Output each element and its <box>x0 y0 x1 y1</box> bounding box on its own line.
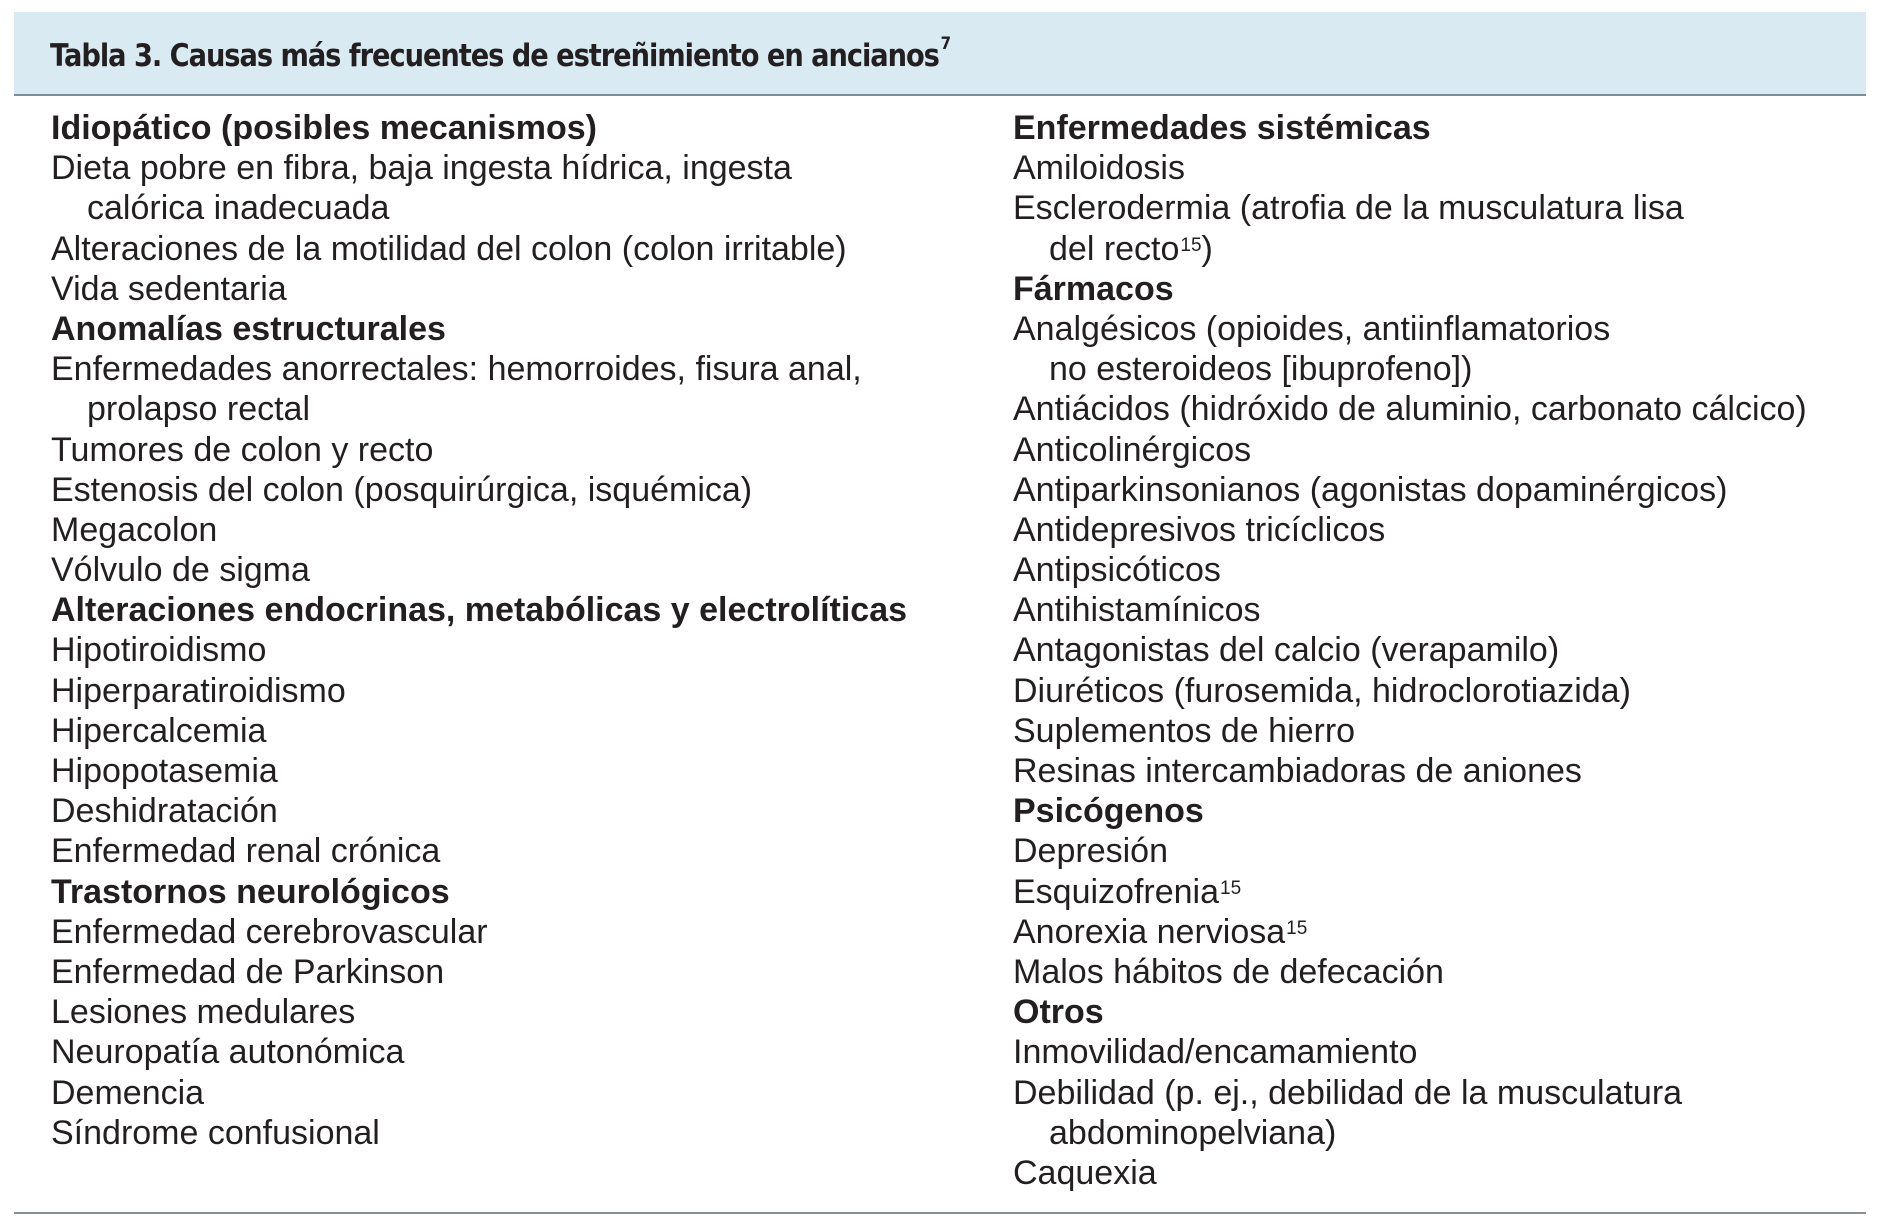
reference-superscript: 15 <box>1286 917 1308 939</box>
list-item <box>51 912 986 952</box>
list-item <box>1013 510 1873 550</box>
row-text: Enfermedad de Parkinson <box>51 952 445 991</box>
list-item <box>1013 630 1873 670</box>
table-title-text: Tabla 3. Causas más frecuentes de estreñimiento en ancianos <box>50 38 939 74</box>
list-item <box>1013 1153 1873 1193</box>
row-text: Analgésicos (opioides, antiinflamatorios <box>1013 309 1611 348</box>
list-item <box>51 510 986 550</box>
list-item-continuation <box>51 188 986 228</box>
table-frame <box>14 12 1866 1217</box>
row-text: Caquexia <box>1013 1153 1157 1192</box>
list-item <box>1013 912 1873 952</box>
list-item <box>51 711 986 751</box>
list-item-continuation <box>1013 1113 1873 1153</box>
row-text: Neuropatía autonómica <box>51 1033 405 1072</box>
row-text-after: ) <box>1201 229 1213 268</box>
row-text: Esquizofrenia <box>1013 872 1220 911</box>
row-text: Psicógenos <box>1013 792 1204 831</box>
list-item-continuation <box>1013 229 1873 269</box>
section-heading <box>51 309 986 349</box>
list-item <box>51 831 986 871</box>
row-text: Enfermedades sistémicas <box>1013 109 1431 147</box>
list-item <box>51 1032 986 1072</box>
table-header <box>14 12 1866 96</box>
section-heading <box>1013 992 1873 1032</box>
row-text: del recto <box>1049 229 1180 268</box>
list-item <box>51 1113 986 1153</box>
row-text: no esteroideos [ibuprofeno]) <box>1049 350 1473 389</box>
list-item <box>51 430 986 470</box>
row-text: Dieta pobre en fibra, baja ingesta hídrica, ingesta <box>51 149 792 188</box>
row-text: Antidepresivos tricíclicos <box>1013 510 1386 549</box>
reference-superscript: 15 <box>1180 234 1202 256</box>
row-text: Depresión <box>1013 832 1168 871</box>
row-text: Alteraciones de la motilidad del colon (colon irritable) <box>51 229 847 268</box>
row-text: Amiloidosis <box>1013 149 1185 188</box>
right-column <box>1013 108 1873 1193</box>
row-text: Trastornos neurológicos <box>51 872 450 911</box>
list-item <box>51 550 986 590</box>
list-item <box>51 148 986 188</box>
row-text: Antiparkinsonianos (agonistas dopaminérgicos) <box>1013 470 1728 509</box>
row-text: Hipercalcemia <box>51 711 267 750</box>
row-text: Resinas intercambiadoras de aniones <box>1013 752 1582 790</box>
list-item <box>51 1073 986 1113</box>
list-item <box>1013 872 1873 912</box>
list-item <box>1013 430 1873 470</box>
row-text: Antiácidos (hidróxido de aluminio, carbonato cálcico) <box>1013 390 1807 429</box>
list-item <box>1013 148 1873 188</box>
list-item-continuation <box>1013 349 1873 389</box>
row-text: Otros <box>1013 993 1104 1032</box>
row-text: Inmovilidad/encamamiento <box>1013 1033 1418 1072</box>
list-item <box>51 470 986 510</box>
list-item <box>1013 188 1873 228</box>
list-item <box>51 229 986 269</box>
row-text: Esclerodermia (atrofia de la musculatura lisa <box>1013 189 1684 228</box>
row-text: Enfermedad cerebrovascular <box>51 912 488 951</box>
list-item <box>51 992 986 1032</box>
row-text: Tumores de colon y recto <box>51 430 434 469</box>
list-item <box>1013 389 1873 429</box>
row-text: Vólvulo de sigma <box>51 551 310 590</box>
row-text: calórica inadecuada <box>87 189 390 228</box>
list-item <box>51 791 986 831</box>
list-item <box>1013 1032 1873 1072</box>
row-text: Hiperparatiroidismo <box>51 671 346 710</box>
list-item <box>1013 590 1873 630</box>
row-text: Anorexia nerviosa <box>1013 912 1286 951</box>
list-item <box>51 952 986 992</box>
list-item <box>1013 1073 1873 1113</box>
row-text: Demencia <box>51 1073 205 1112</box>
section-heading <box>51 590 986 630</box>
row-text: Lesiones medulares <box>51 993 356 1032</box>
left-column <box>51 108 986 1153</box>
row-text: Antihistamínicos <box>1013 591 1261 630</box>
list-item <box>51 269 986 309</box>
row-text: Antagonistas del calcio (verapamilo) <box>1013 631 1560 670</box>
table-title <box>50 34 950 74</box>
list-item <box>51 349 986 389</box>
row-text: Suplementos de hierro <box>1013 711 1356 750</box>
list-item <box>51 671 986 711</box>
list-item-continuation <box>51 389 986 429</box>
list-item <box>1013 711 1873 751</box>
row-text: Deshidratación <box>51 792 278 831</box>
row-text: Anomalías estructurales <box>51 309 446 348</box>
section-heading <box>51 872 986 912</box>
row-text: Fármacos <box>1013 269 1174 308</box>
row-text: Debilidad (p. ej., debilidad de la musculatura <box>1013 1073 1683 1112</box>
row-text: Alteraciones endocrinas, metabólicas y electrolíticas <box>51 591 908 630</box>
list-item <box>1013 831 1873 871</box>
section-heading <box>1013 791 1873 831</box>
reference-superscript: 15 <box>1220 877 1242 899</box>
list-item <box>1013 470 1873 510</box>
row-text: Enfermedad renal crónica <box>51 832 441 871</box>
list-item <box>1013 309 1873 349</box>
row-text: Malos hábitos de defecación <box>1013 952 1444 991</box>
row-text: Vida sedentaria <box>51 269 287 308</box>
list-item <box>1013 751 1873 791</box>
row-text: Antipsicóticos <box>1013 551 1221 590</box>
row-text: Hipotiroidismo <box>51 631 267 670</box>
row-text: Hipopotasemia <box>51 752 278 790</box>
list-item <box>1013 671 1873 711</box>
section-heading <box>1013 108 1873 148</box>
section-heading <box>1013 269 1873 309</box>
row-text: prolapso rectal <box>87 390 311 429</box>
list-item <box>51 751 986 791</box>
row-text: Megacolon <box>51 510 218 549</box>
row-text: Diuréticos (furosemida, hidroclorotiazida) <box>1013 671 1631 710</box>
row-text: Síndrome confusional <box>51 1113 380 1152</box>
list-item <box>51 630 986 670</box>
row-text: Enfermedades anorrectales: hemorroides, fisura anal, <box>51 350 862 389</box>
section-heading <box>51 108 986 148</box>
list-item <box>1013 952 1873 992</box>
row-text: abdominopelviana) <box>1049 1113 1337 1152</box>
bottom-rule <box>14 1212 1866 1214</box>
list-item <box>1013 550 1873 590</box>
row-text: Anticolinérgicos <box>1013 430 1252 469</box>
row-text: Idiopático (posibles mecanismos) <box>51 109 598 147</box>
row-text: Estenosis del colon (posquirúrgica, isquémica) <box>51 470 753 509</box>
table-title-reference: 7 <box>940 34 950 54</box>
